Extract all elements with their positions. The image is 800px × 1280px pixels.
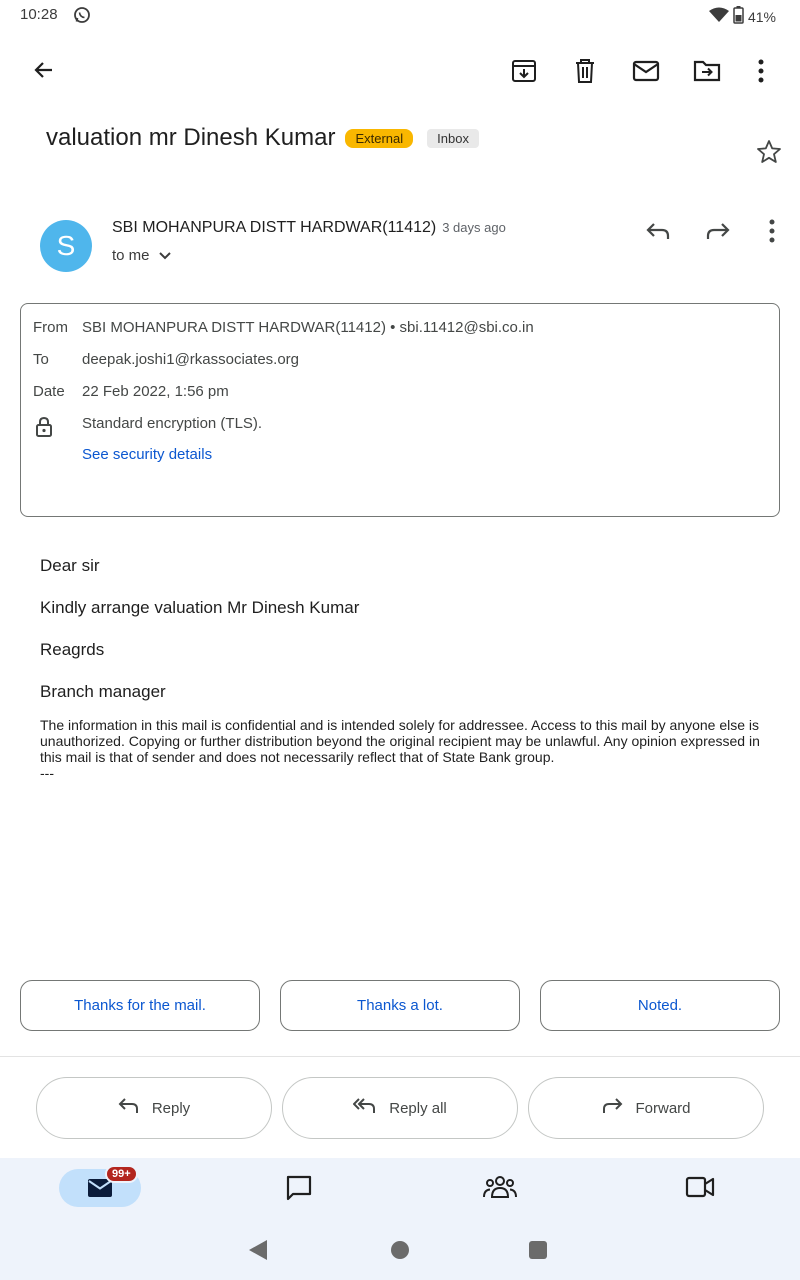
- to-me-label: to me: [112, 247, 150, 264]
- security-details-link[interactable]: See security details: [82, 446, 213, 463]
- reply-button[interactable]: [36, 1077, 272, 1139]
- battery-icon: [733, 6, 744, 27]
- system-back-icon[interactable]: [247, 1238, 269, 1267]
- delete-icon[interactable]: [565, 51, 605, 91]
- lock-icon: [35, 416, 53, 443]
- from-value: SBI MOHANPURA DISTT HARDWAR(11412) • sbi.11412@sbi.co.in: [82, 319, 534, 336]
- move-to-icon[interactable]: [687, 51, 727, 91]
- encryption-info: Standard encryption (TLS).: [82, 415, 263, 432]
- star-icon[interactable]: [749, 132, 789, 172]
- disclaimer: [40, 717, 760, 781]
- smart-reply-thanks-for-mail[interactable]: Thanks for the mail.: [20, 980, 260, 1031]
- reply-all-icon: [353, 1097, 377, 1119]
- subject-line: [46, 124, 479, 152]
- reply-all-button[interactable]: [282, 1077, 518, 1139]
- body-greeting: Dear sir: [40, 556, 100, 575]
- body-line-regards: Reagrds: [40, 640, 105, 659]
- chat-icon[interactable]: [285, 1174, 313, 1207]
- inbox-label[interactable]: Inbox: [427, 129, 479, 148]
- wifi-icon: [709, 7, 729, 26]
- date-value: 22 Feb 2022, 1:56 pm: [82, 383, 229, 400]
- sender-row: [112, 219, 506, 237]
- avatar[interactable]: S: [40, 220, 92, 272]
- whatsapp-icon: [72, 5, 92, 30]
- smart-reply-noted[interactable]: Noted.: [540, 980, 780, 1031]
- sender-name[interactable]: SBI MOHANPURA DISTT HARDWAR(11412): [112, 219, 437, 236]
- recipient-toggle[interactable]: [112, 247, 172, 264]
- forward-icon: [601, 1097, 623, 1119]
- forward-button[interactable]: [528, 1077, 764, 1139]
- to-label: To: [33, 351, 49, 368]
- smart-reply-thanks-a-lot[interactable]: Thanks a lot.: [280, 980, 520, 1031]
- date-label: Date: [33, 383, 65, 400]
- body-line-request: Kindly arrange valuation Mr Dinesh Kumar: [40, 598, 360, 617]
- reply-button-label: Reply: [151, 1099, 191, 1117]
- disclaimer-separator: ---: [40, 765, 54, 781]
- meet-icon[interactable]: [685, 1175, 715, 1204]
- mark-unread-icon[interactable]: [626, 51, 666, 91]
- archive-icon[interactable]: [504, 51, 544, 91]
- reply-all-button-label: Reply all: [389, 1099, 447, 1117]
- more-vert-icon[interactable]: [741, 51, 781, 91]
- reply-icon[interactable]: [638, 211, 678, 251]
- subject-title: valuation mr Dinesh Kumar: [46, 124, 336, 151]
- forward-icon[interactable]: [698, 211, 738, 251]
- message-more-icon[interactable]: [752, 211, 792, 251]
- from-label: From: [33, 319, 68, 336]
- message-details-card: [20, 303, 780, 517]
- status-indicators: [709, 6, 776, 27]
- external-badge: External: [345, 129, 413, 148]
- chevron-down-icon: [158, 247, 172, 264]
- spaces-icon[interactable]: [483, 1174, 517, 1205]
- back-arrow-icon[interactable]: [24, 50, 64, 90]
- system-home-icon[interactable]: [390, 1240, 410, 1265]
- unread-count-badge: 99+: [105, 1165, 138, 1183]
- status-time: 10:28: [20, 6, 58, 23]
- disclaimer-text: The information in this mail is confidential and is intended solely for addressee. Access to this mail by anyone else is unauthorized. Copying or further distribution beyond the original recipient may be unlawful. Any opinion expressed in this mail is that of sender and does not necessarily reflect that of State Bank group.: [40, 717, 760, 765]
- forward-button-label: Forward: [635, 1099, 691, 1117]
- divider: [0, 1056, 800, 1057]
- body-line-signature: Branch manager: [40, 682, 166, 701]
- reply-icon: [118, 1097, 140, 1119]
- system-recents-icon[interactable]: [528, 1240, 548, 1265]
- sent-time: 3 days ago: [442, 220, 506, 235]
- to-value: deepak.joshi1@rkassociates.org: [82, 351, 300, 368]
- battery-percent: 41%: [747, 8, 776, 25]
